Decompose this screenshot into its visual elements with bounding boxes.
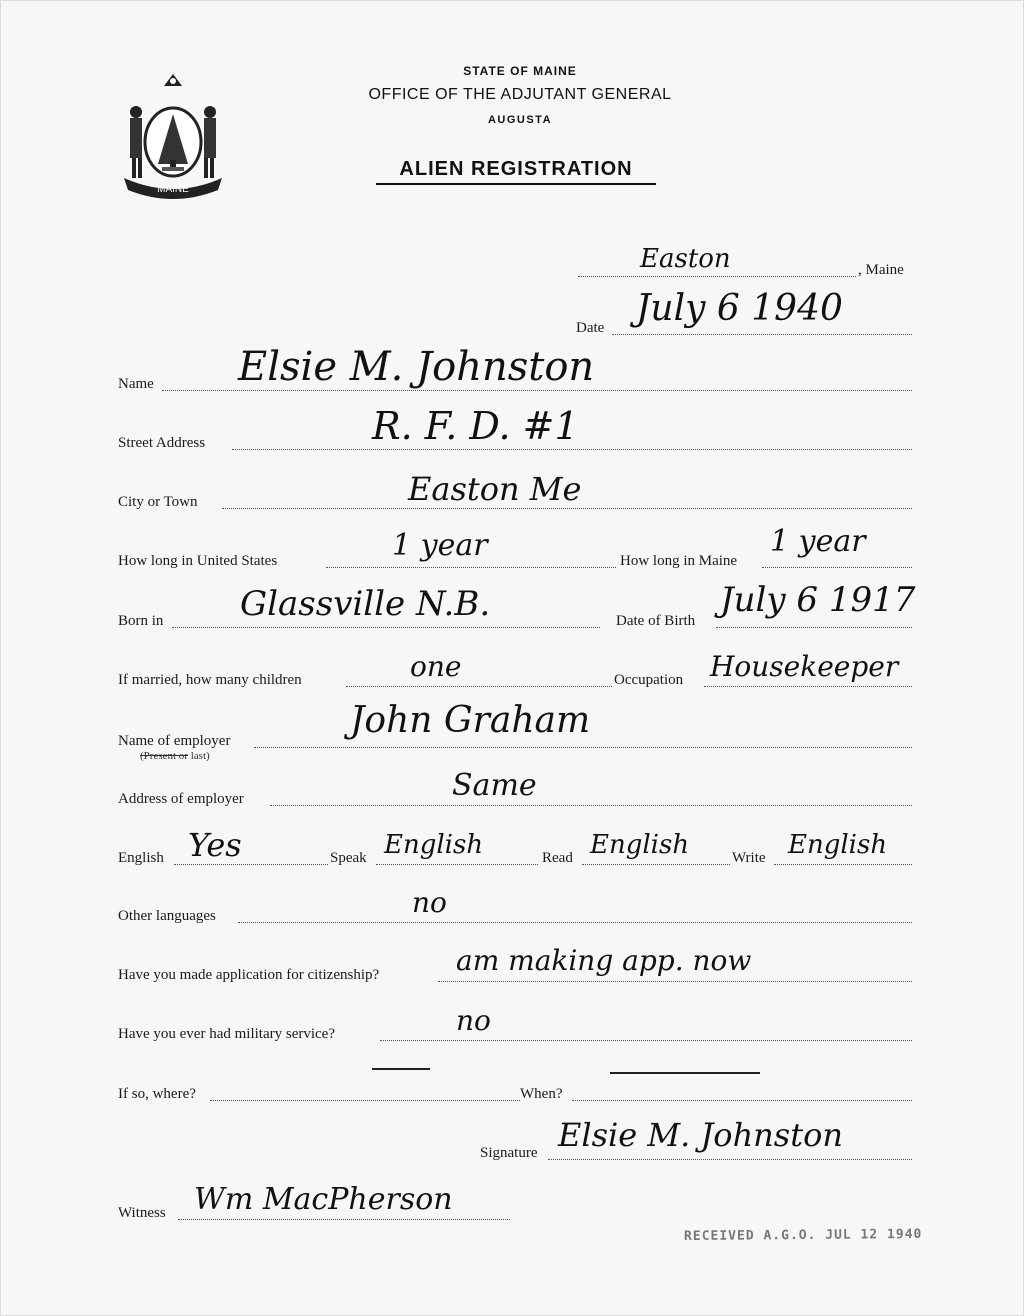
street-line: [232, 449, 912, 450]
place-line: [578, 276, 856, 277]
speak-line: [376, 864, 538, 865]
signature-value: Elsie M. Johnston: [558, 1116, 843, 1154]
witness-line: [178, 1219, 510, 1220]
born-in-value: Glassville N.B.: [240, 584, 491, 624]
children-value: one: [410, 650, 462, 683]
where-label: If so, where?: [118, 1086, 196, 1102]
name-value: Elsie M. Johnston: [238, 344, 595, 390]
citizenship-line: [438, 981, 912, 982]
born-in-label: Born in: [118, 613, 164, 629]
read-line: [582, 864, 730, 865]
city-value: Easton Me: [408, 470, 582, 508]
header-office: OFFICE OF THE ADJUTANT GENERAL: [368, 86, 672, 103]
employer-address-line: [270, 805, 912, 806]
name-label: Name: [118, 376, 154, 392]
english-line: [174, 864, 328, 865]
date-label: Date: [576, 320, 605, 336]
military-line: [380, 1040, 912, 1041]
how-long-us-line: [326, 567, 616, 568]
write-label: Write: [732, 850, 766, 866]
write-value: English: [788, 830, 888, 860]
place-value: Easton: [640, 244, 731, 274]
children-label: If married, how many children: [118, 672, 302, 688]
witness-label: Witness: [118, 1205, 166, 1221]
employer-address-label: Address of employer: [118, 791, 244, 807]
born-in-line: [172, 627, 600, 628]
where-dash-mark: [372, 1068, 430, 1070]
employer-address-value: Same: [452, 768, 537, 803]
maine-seal-icon: [118, 72, 228, 200]
how-long-maine-line: [762, 567, 912, 568]
read-label: Read: [542, 850, 573, 866]
form-title: ALIEN REGISTRATION: [376, 158, 656, 185]
signature-line: [548, 1159, 912, 1160]
seal-text: MAINE: [157, 184, 189, 195]
write-line: [774, 864, 912, 865]
children-line: [346, 686, 612, 687]
english-value: Yes: [188, 826, 242, 864]
other-languages-line: [238, 922, 912, 923]
other-languages-label: Other languages: [118, 908, 216, 924]
how-long-maine-label: How long in Maine: [620, 553, 738, 569]
date-value: July 6 1940: [636, 288, 843, 329]
city-line: [222, 508, 912, 509]
citizenship-value: am making app. now: [456, 944, 752, 977]
where-line: [210, 1100, 520, 1101]
occupation-line: [704, 686, 912, 687]
date-line: [612, 334, 912, 335]
dob-line: [716, 627, 912, 628]
street-value: R. F. D. #1: [372, 404, 579, 448]
other-languages-value: no: [412, 886, 447, 919]
employer-value: John Graham: [350, 700, 591, 741]
signature-label: Signature: [480, 1145, 538, 1161]
occupation-label: Occupation: [614, 672, 684, 688]
speak-label: Speak: [330, 850, 367, 866]
when-dash-mark: [610, 1072, 760, 1074]
how-long-maine-value: 1 year: [770, 524, 866, 559]
speak-value: English: [384, 830, 484, 860]
city-label: City or Town: [118, 494, 198, 510]
received-stamp: RECEIVED A.G.O. JUL 12 1940: [683, 1226, 923, 1245]
witness-value: Wm MacPherson: [194, 1182, 453, 1217]
employer-label: Name of employer: [118, 733, 231, 749]
header-state: STATE OF MAINE: [463, 64, 577, 78]
military-label: Have you ever had military service?: [118, 1026, 335, 1042]
employer-sub-label: (Present or last): [140, 750, 210, 762]
header-city: AUGUSTA: [487, 114, 553, 126]
employer-line: [254, 747, 912, 748]
how-long-us-label: How long in United States: [118, 553, 278, 569]
how-long-us-value: 1 year: [392, 528, 488, 563]
when-label: When?: [520, 1086, 563, 1102]
street-label: Street Address: [118, 435, 206, 451]
dob-value: July 6 1917: [720, 580, 916, 620]
place-label: , Maine: [858, 262, 904, 278]
citizenship-label: Have you made application for citizenship?: [118, 967, 380, 983]
when-line: [572, 1100, 912, 1101]
dob-label: Date of Birth: [616, 613, 696, 629]
read-value: English: [590, 830, 690, 860]
name-line: [162, 390, 912, 391]
military-value: no: [456, 1004, 491, 1037]
english-label: English: [118, 850, 164, 866]
occupation-value: Housekeeper: [710, 650, 899, 683]
